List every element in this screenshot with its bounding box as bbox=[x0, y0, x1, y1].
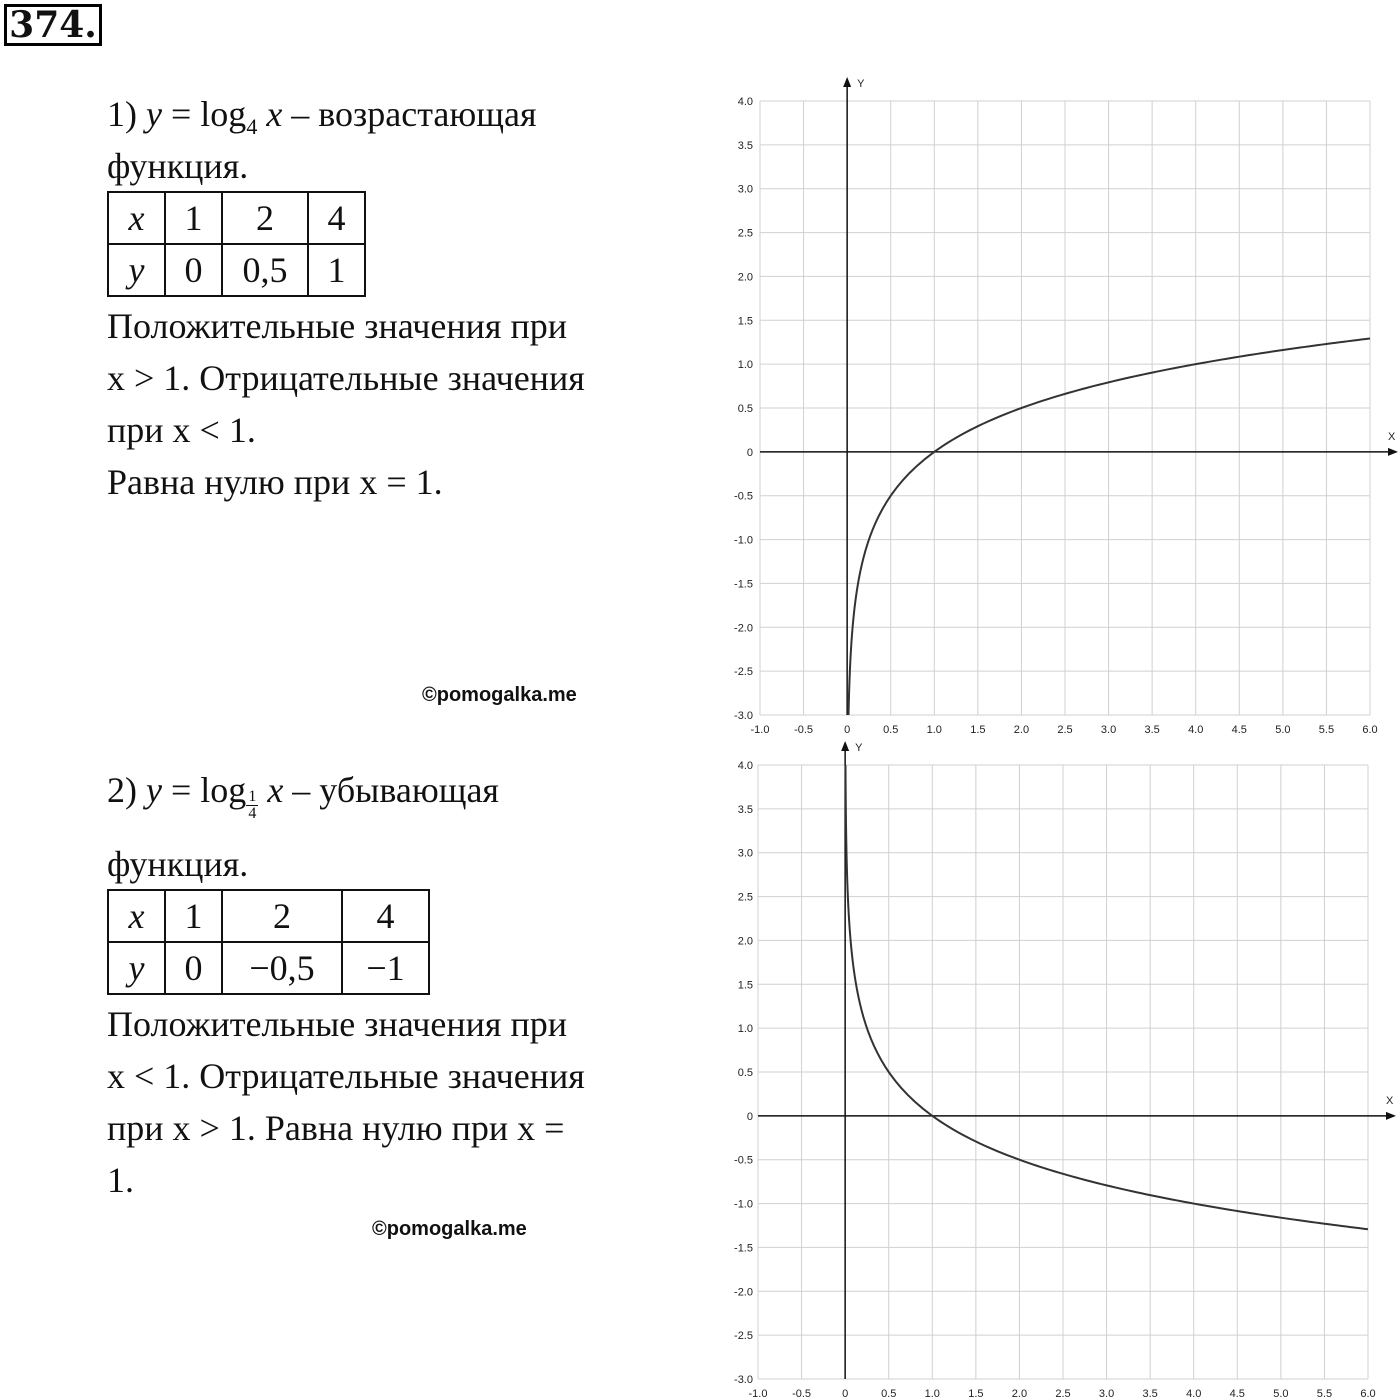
y-tick-label: 0.5 bbox=[737, 1067, 753, 1079]
part1-heading bbox=[107, 88, 537, 145]
y-tick-label: -1.5 bbox=[734, 1242, 753, 1255]
x-tick-label: -1.0 bbox=[750, 724, 770, 736]
table-cell: y bbox=[108, 942, 165, 994]
y-axis-label: Y bbox=[857, 78, 865, 90]
y-axis-label: Y bbox=[855, 742, 863, 754]
part1-text-line: Равна нулю при x = 1. bbox=[107, 462, 443, 502]
x-axis-arrow bbox=[1386, 1112, 1396, 1120]
table-cell: 0 bbox=[165, 244, 222, 296]
x-tick-label: 6.0 bbox=[1360, 1388, 1376, 1399]
y-tick-label: -2.0 bbox=[734, 1286, 753, 1299]
x-tick-label: 1.0 bbox=[926, 724, 942, 736]
y-tick-label: -1.5 bbox=[734, 578, 753, 591]
x-tick-label: 2.5 bbox=[1057, 724, 1073, 736]
x-tick-label: 0 bbox=[844, 724, 851, 736]
part1-text-line: при x < 1. bbox=[107, 410, 256, 450]
x-tick-label: 1.0 bbox=[924, 1388, 940, 1399]
table-row-y bbox=[108, 942, 429, 994]
table-row-x bbox=[108, 192, 365, 244]
problem-number: 374. bbox=[4, 4, 102, 46]
y-tick-label: 3.5 bbox=[737, 803, 753, 816]
y-tick-label: 2.5 bbox=[737, 891, 753, 904]
part2-y-var: y bbox=[146, 770, 162, 810]
table-cell: x bbox=[108, 890, 165, 942]
y-tick-label: 0 bbox=[746, 446, 753, 459]
x-tick-label: 6.0 bbox=[1362, 724, 1378, 736]
x-tick-label: 0 bbox=[842, 1388, 849, 1399]
part2-line2: функция. bbox=[107, 844, 249, 884]
table-row-x bbox=[108, 890, 429, 942]
y-tick-label: 2.5 bbox=[737, 227, 753, 240]
part2-text-line: Положительные значения при bbox=[107, 1004, 567, 1044]
part1-log-base: 4 bbox=[246, 114, 258, 139]
part2-description: – убывающая bbox=[292, 770, 499, 810]
part2-prefix: 2) bbox=[107, 770, 137, 810]
part2-text-line: при x > 1. Равна нулю при x = bbox=[107, 1108, 565, 1148]
table-cell: x bbox=[108, 192, 165, 244]
x-tick-label: -0.5 bbox=[792, 1388, 812, 1399]
part2-text-line: 1. bbox=[107, 1160, 134, 1200]
part1-y-var: y bbox=[146, 94, 162, 134]
table-cell: 0,5 bbox=[222, 244, 308, 296]
x-tick-label: -1.0 bbox=[748, 1388, 768, 1399]
y-tick-label: 4.0 bbox=[737, 96, 753, 108]
x-tick-label: 4.0 bbox=[1186, 1388, 1202, 1399]
part1-log: log bbox=[200, 94, 247, 134]
part1-text-line: x > 1. Отрицательные значения bbox=[107, 358, 585, 398]
table-cell: −0,5 bbox=[222, 942, 342, 994]
y-tick-label: 1.5 bbox=[737, 979, 753, 992]
y-tick-label: 3.5 bbox=[737, 139, 753, 152]
table-cell: 2 bbox=[222, 192, 308, 244]
x-tick-label: 1.5 bbox=[968, 1388, 984, 1399]
table-row-y bbox=[108, 244, 365, 296]
x-tick-label: 4.5 bbox=[1231, 724, 1247, 736]
table-cell: 0 bbox=[165, 942, 222, 994]
x-tick-label: 0.5 bbox=[881, 1388, 897, 1399]
part2-x-var: x bbox=[267, 770, 284, 810]
y-tick-label: 3.0 bbox=[737, 847, 753, 860]
function-curve bbox=[849, 338, 1371, 715]
y-axis-arrow bbox=[843, 77, 851, 87]
x-axis-arrow bbox=[1388, 448, 1398, 456]
part1-x-var: x bbox=[266, 94, 283, 134]
y-tick-label: -2.0 bbox=[734, 622, 753, 635]
table-cell: y bbox=[108, 244, 165, 296]
part2-value-table bbox=[107, 889, 430, 995]
table-cell: 1 bbox=[165, 890, 222, 942]
y-tick-label: -1.0 bbox=[734, 1198, 753, 1211]
part1-description: – возрастающая bbox=[291, 94, 537, 134]
x-tick-label: 5.5 bbox=[1318, 724, 1335, 736]
table-cell: −1 bbox=[342, 942, 429, 994]
x-tick-label: 3.5 bbox=[1144, 724, 1160, 736]
y-tick-label: -2.5 bbox=[734, 1330, 753, 1343]
x-tick-label: 5.0 bbox=[1275, 724, 1291, 736]
x-tick-label: 2.0 bbox=[1011, 1388, 1028, 1399]
log-one-quarter-graph bbox=[700, 736, 1400, 1399]
y-tick-label: -0.5 bbox=[734, 490, 753, 503]
x-axis-label: X bbox=[1388, 430, 1396, 443]
y-tick-label: 4.0 bbox=[737, 760, 753, 772]
part1-eq: = bbox=[170, 94, 192, 134]
table-cell: 2 bbox=[222, 890, 342, 942]
x-tick-label: 5.0 bbox=[1273, 1388, 1289, 1399]
x-tick-label: 0.5 bbox=[883, 724, 899, 736]
x-axis-label: X bbox=[1386, 1094, 1394, 1107]
fraction-denominator: 4 bbox=[248, 805, 257, 823]
y-tick-label: -0.5 bbox=[734, 1154, 753, 1167]
x-tick-label: 3.0 bbox=[1098, 1388, 1115, 1399]
table-cell: 1 bbox=[165, 192, 222, 244]
part2-log: log bbox=[200, 770, 247, 810]
part2-eq: = bbox=[170, 770, 192, 810]
y-tick-label: -1.0 bbox=[734, 534, 753, 547]
y-tick-label: 1.5 bbox=[737, 315, 753, 328]
part1-prefix: 1) bbox=[107, 94, 137, 134]
x-tick-label: 2.0 bbox=[1013, 724, 1030, 736]
part1-line2: функция. bbox=[107, 146, 249, 186]
y-tick-label: 1.0 bbox=[737, 1023, 753, 1036]
watermark: ©pomogalka.me bbox=[372, 1218, 527, 1240]
part2-log-base-fraction bbox=[246, 789, 258, 822]
part1-text-line: Положительные значения при bbox=[107, 306, 567, 346]
y-axis-arrow bbox=[841, 741, 849, 751]
x-tick-label: 4.5 bbox=[1229, 1388, 1245, 1399]
y-tick-label: 2.0 bbox=[737, 271, 753, 284]
x-tick-label: 4.0 bbox=[1188, 724, 1204, 736]
y-tick-label: 1.0 bbox=[737, 359, 753, 372]
watermark: ©pomogalka.me bbox=[422, 684, 577, 706]
y-tick-label: -2.5 bbox=[734, 666, 753, 679]
x-tick-label: -0.5 bbox=[794, 724, 814, 736]
table-cell: 4 bbox=[342, 890, 429, 942]
y-tick-label: 0 bbox=[746, 1110, 753, 1123]
y-tick-label: 3.0 bbox=[737, 183, 753, 196]
log4-graph bbox=[700, 70, 1400, 742]
y-tick-label: -3.0 bbox=[734, 710, 753, 722]
part1-value-table bbox=[107, 191, 366, 297]
table-cell: 4 bbox=[308, 192, 365, 244]
y-tick-label: 2.0 bbox=[737, 935, 753, 948]
y-tick-label: -3.0 bbox=[734, 1374, 753, 1386]
part2-heading bbox=[107, 764, 499, 823]
x-tick-label: 3.0 bbox=[1100, 724, 1117, 736]
x-tick-label: 1.5 bbox=[970, 724, 986, 736]
x-tick-label: 3.5 bbox=[1142, 1388, 1158, 1399]
x-tick-label: 5.5 bbox=[1316, 1388, 1333, 1399]
part2-text-line: x < 1. Отрицательные значения bbox=[107, 1056, 585, 1096]
y-tick-label: 0.5 bbox=[737, 403, 753, 415]
table-cell: 1 bbox=[308, 244, 365, 296]
x-tick-label: 2.5 bbox=[1055, 1388, 1071, 1399]
fraction-numerator: 1 bbox=[248, 788, 257, 806]
